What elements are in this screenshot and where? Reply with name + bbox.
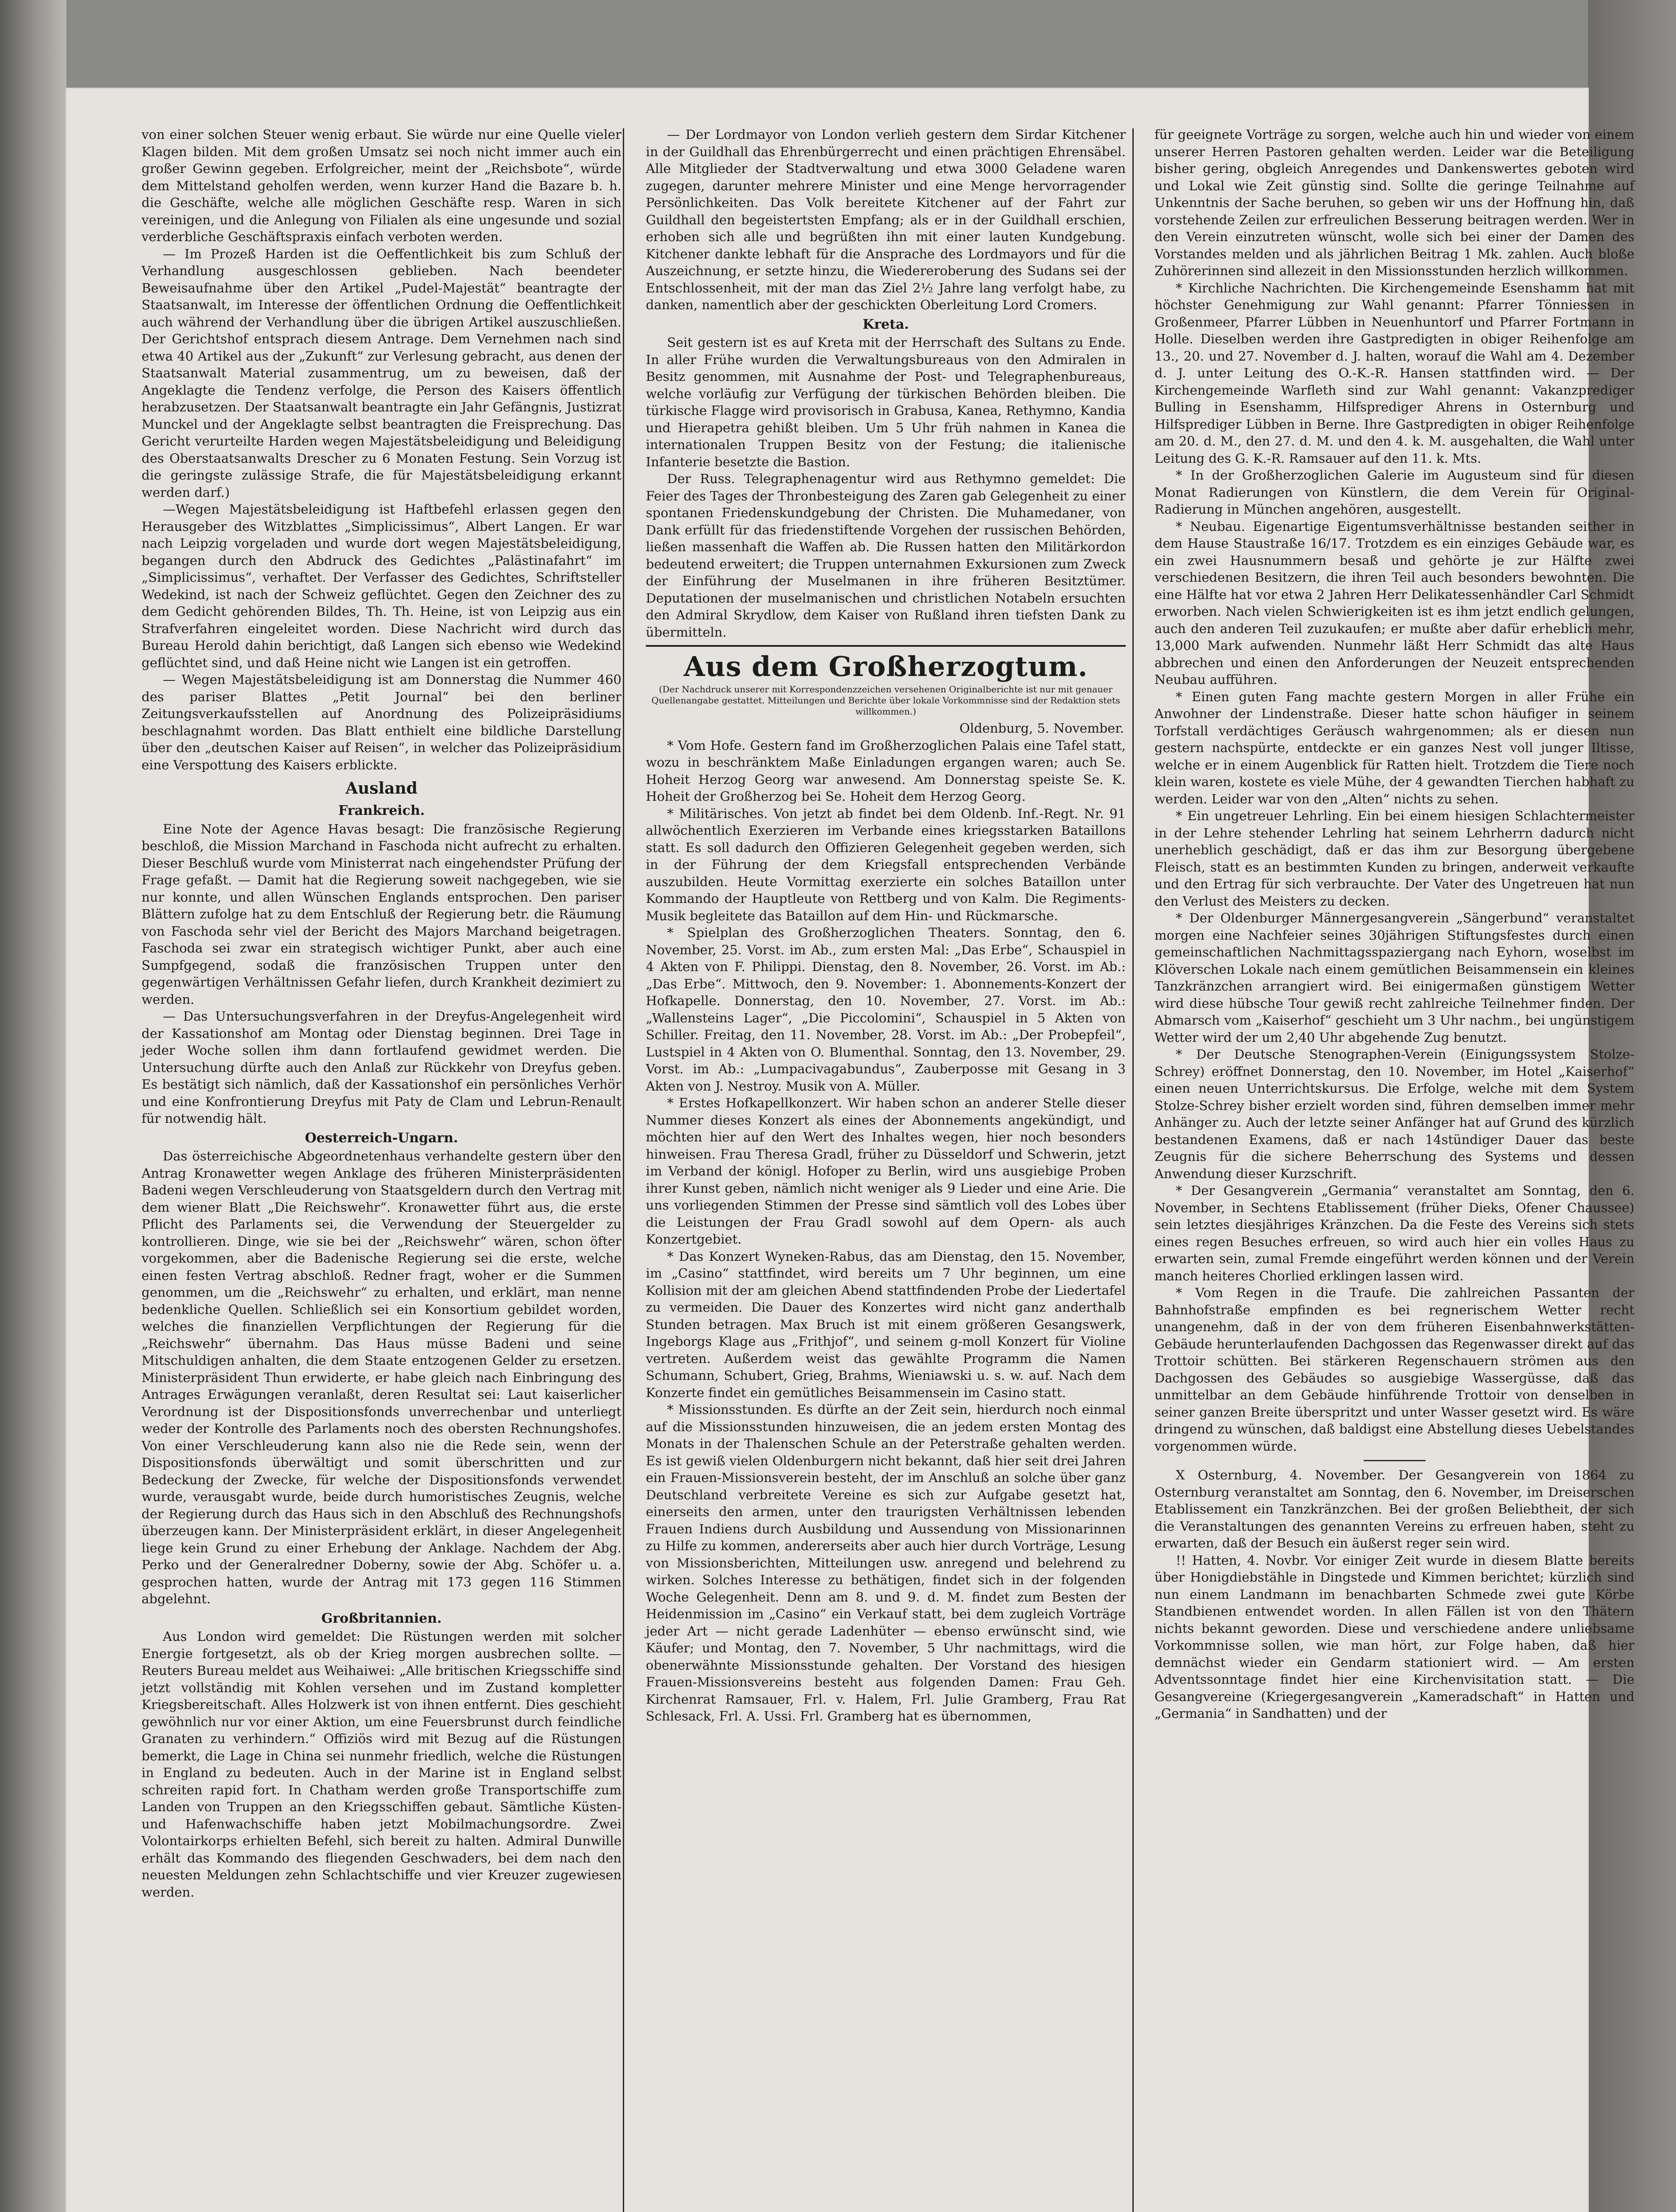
article-paragraph: * Das Konzert Wyneken-Rabus, das am Dienstag, den 15. November, im „Casino“ stattfindet, wird bereits um 7 Uhr beginnen, um eine Kollision mit der am gleichen Abend stattfindenden Probe der Liedertafel zu vermeiden. Die Dauer des Konzertes wird nicht ganz anderthalb Stunden betragen. Max Bruch ist mit einem größeren Gesangswerk, Ingeborgs Klage aus „Frithjof“, und seinem g-moll Konzert für Violine vertreten. Außerdem weist das gewählte Programm die Namen Schumann, Schubert, Grieg, Brahms, Wieniawski u. s. w. auf. Nach dem Konzerte findet ein gemütliches Beisammensein im Casino statt. [646,1248,1126,1400]
article-paragraph: — Wegen Majestätsbeleidigung ist am Donnerstag die Nummer 460 des pariser Blattes „Petit Journal“ bei den berliner Zeitungsverkaufsstellen auf Anordnung des Polizeipräsidiums beschlagnahmt worden. Das Blatt enthielt eine bildliche Darstellung über den „deutschen Kaiser auf Reisen“, in welcher das Polizeipräsidium eine Verspottung des Kaisers erblickte. [142,672,621,772]
article-paragraph: * Spielplan des Großherzoglichen Theaters. Sonntag, den 6. November, 25. Vorst. im Ab., zum ersten Mal: „Das Erbe“, Schauspiel in 4 Akten von F. Philippi. Dienstag, den 8. November, 26. Vorst. im Ab.: „Das Erbe“. Mittwoch, den 9. November: 1. Abonnements-Konzert der Hofkapelle. Donnerstag, den 10. November, 27. Vorst. im Ab.: „Wallensteins Lager“, „Die Piccolomini“, Schauspiel in 5 Akten von Schiller. Freitag, den 11. November, 28. Vorst. im Ab.: „Der Probepfeil“, Lustspiel in 4 Akten von O. Blumenthal. Sonntag, den 13. November, 29. Vorst. im Ab.: „Lumpacivagabundus“, Zauberposse mit Gesang in 3 Akten von J. Nestroy. Musik von A. Müller. [646,925,1126,1094]
subsection-heading: Kreta. [863,316,909,332]
article-paragraph: !! Hatten, 4. Novbr. Vor einiger Zeit wurde in diesem Blatte bereits über Honigdiebstähle in Dingstede und Kimmen berichtet; kürzlich sind nun einem Landmann im benachbarten Schmede zwei gute Körbe Standbienen entwendet worden. In allen Fällen ist von den Thätern nichts bekannt geworden. Diese und verschiedene andere unliebsame Vorkommnisse sollen, wie man hört, zur Folge haben, daß hier demnächst wieder ein Gendarm stationiert wird. — Am ersten Adventssonntage findet hier eine Kirchenvisitation statt. — Die Gesangvereine (Kriegergesangverein „Kameradschaft“ in Hatten und „Germania“ in Sandhatten) und der [1154,1552,1634,1721]
article-paragraph: —Wegen Majestätsbeleidigung ist Haftbefehl erlassen gegen den Herausgeber des Witzblattes „Simplicissimus“, Albert Langen. Er war nach Leipzig vorgeladen und wurde dort wegen Majestätsbeleidigung, begangen durch den Abdruck des Gedichtes „Palästinafahrt“ im „Simplicissimus“, verhaftet. Der Verfasser des Gedichtes, Schriftsteller Wedekind, ist nach der Schweiz geflüchtet. Gegen den Zeichner des zu dem Gedicht gehörenden Bildes, Th. Th. Heine, ist von Leipzig aus ein Strafverfahren eingeleitet worden. Diese Nachricht wird durch das Bureau Herold dahin berichtigt, daß Langen sich ebenso wie Wedekind geflüchtet sind, und daß Heine nicht wie Langen ist ein getroffen. [142,502,621,670]
column-1 [142,126,621,1901]
article-paragraph: * In der Großherzoglichen Galerie im Augusteum sind für diesen Monat Radierungen von Künstlern, die dem Verein für Original-Radierung in München angehören, ausgestellt. [1154,468,1634,517]
article-paragraph: — Der Lordmayor von London verlieh gestern dem Sirdar Kitchener in der Guildhall das Ehrenbürgerrecht und einen prächtigen Ehrensäbel. Alle Mitglieder der Stadtverwaltung und etwa 3000 Geladene waren zugegen, darunter mehrere Minister und eine Menge hervorragender Persönlichkeiten. Das Volk bereitete Kitchener auf der Fahrt zur Guildhall den begeistertsten Empfang; als er in der Guildhall erschien, erhoben sich alle und begrüßten ihn mit einer lauten Kundgebung. Kitchener dankte lebhaft für die Ansprache des Lordmayors und für die Auszeichnung, er setzte hinzu, die Wiedereroberung des Sudans sei der Entschlossenheit, mit der man das Ziel 2½ Jahre lang verfolgt habe, zu danken, namentlich aber der geschickten Oberleitung Lord Cromers. [646,127,1126,312]
article-paragraph: * Kirchliche Nachrichten. Die Kirchengemeinde Esenshamm hat mit höchster Genehmigung zur Wahl genannt: Pfarrer Tönniessen in Großenmeer, Pfarrer Lübben in Neuenhuntorf und Pfarrer Fortmann in Holle. Dieselben werden ihre Gastpredigten in obiger Reihenfolge am 13., 20. und 27. November d. J. halten, worauf die Wahl am 4. Dezember d. J. unter Leitung des O.-K.-R. Hansen stattfinden wird. — Der Kirchengemeinde Warfleth sind zur Wahl genannt: Vakanzprediger Bulling in Esenshamm, Hilfsprediger Ahrens in Osternburg und Hilfsprediger Lübben in Berne. Ihre Gastpredigten in obiger Reihenfolge am 20. d. M., den 27. d. M. und den 4. k. M. ausgehalten, die Wahl unter Leitung des G. K.-R. Ramsauer auf den 11. k. Mts. [1154,280,1634,466]
book-binding [0,0,66,2212]
article-paragraph: Der Russ. Telegraphenagentur wird aus Rethymno gemeldet: Die Feier des Tages der Thronbesteigung des Zaren gab Gelegenheit zu einer spontanen Friedenskundgebung der Christen. Die Muhamedaner, von Dank erfüllt für das friedenstiftende Vorgehen der russischen Behörden, ließen massenhaft die Waffen ab. Die Russen hatten den Militärkordon bedeutend erweitert; die Truppen unternahmen Exkursionen zum Zweck der Einführung der Muselmanen in ihre früheren Besitztümer. Deputationen der muselmanischen und christlichen Notabeln ersuchten den Admiral Skrydlow, dem Kaiser von Rußland ihren tiefsten Dank zu übermitteln. [646,471,1126,640]
section-masthead: Aus dem Großherzogtum. [646,645,1126,683]
article-paragraph: * Der Oldenburger Männergesangverein „Sängerbund“ veranstaltet morgen eine Nachfeier seines 30jährigen Stiftungsfestes durch einen gemeinschaftlichen Nachmittagsspaziergang nach Eyhorn, woselbst im Klöverschen Lokale nach einem gemütlichen Beisammensein ein kleines Tanzkränzchen arrangiert wird. Bei einigermaßen günstigem Wetter wird diese hübsche Tour gewiß recht zahlreiche Teilnehmer finden. Der Abmarsch vom „Kaiserhof“ geschieht um 3 Uhr nachm., bei ungünstigem Wetter wird der um 2,40 Uhr abgehende Zug benutzt. [1154,910,1634,1045]
article-paragraph: — Das Untersuchungsverfahren in der Dreyfus-Angelegenheit wird der Kassationshof am Montag oder Dienstag beginnen. Drei Tage in jeder Woche sollen ihm dann fortlaufend gewidmet werden. Die Untersuchung dürfte auch den Anlaß zur Rückkehr von Dreyfus geben. Es bestätigt sich nämlich, daß der Kassationshof ein persönliches Verhör und eine Konfrontierung Dreyfus mit Paty de Clam und Lebrun-Renault für notwendig hält. [142,1009,621,1126]
subsection-heading: Frankreich. [338,803,425,818]
article-paragraph: Das österreichische Abgeordnetenhaus verhandelte gestern über den Antrag Kronawetter wegen Anklage des früheren Ministerpräsidenten Badeni wegen Verschleuderung von Staatsgeldern durch den Vertrag mit dem wiener Blatt „Die Reichswehr“. Kronawetter führt aus, die erste Pflicht des Parlaments sei, die Verwendung der Steuergelder zu kontrollieren. Dinge, wie sie bei der „Reichswehr“ wären, schon öfter vorgekommen, aber die Badenische Regierung sei die erste, welche einen festen Vertrag abschloß. Redner fragt, woher er die Summen genommen, um die „Reichswehr“ zu erhalten, und erklärt, man nenne bedenkliche Quellen. Schließlich sei ein Konsortium gebildet worden, welches die finanziellen Verpflichtungen der Regierung für die „Reichswehr“ übernahm. Das Haus müsse Badeni und seine Mitschuldigen anhalten, die dem Staate entzogenen Gelder zu ersetzen. Ministerpräsident Thun erwiderte, er habe gleich nach Einbringung des Antrages Erwägungen veranlaßt, deren Resultat sei: Laut kaiserlicher Verordnung ist der Dispositionsfonds unverrechenbar und unterliegt weder der Kontrolle des Parlaments noch des obersten Rechnungshofes. Von einer Verschleuderung kann also nie die Rede sein, wenn der Dispositionsfonds überwältigt und somit überschritten und zur Bedeckung der Zwecke, für welche der Dispositionsfonds verwendet wurde, verausgabt wurde, beide durch humoristisches Zeugnis, welche der Regierung durch das Haus sich in den Abschluß des Rechnungshofs überzeugen kann. Der Ministerpräsident erklärt, in dieser Angelegenheit liege kein Grund zu einer Erhebung der Anklage. Nachdem der Abg. Perko und der Generalredner Doberny, sowie der Abg. Schöfer u. a. gesprochen hatten, wurde der Antrag mit 173 gegen 116 Stimmen abgelehnt. [142,1148,621,1606]
article-paragraph: * Der Gesangverein „Germania“ veranstaltet am Sonntag, den 6. November, in Sechtens Etablissement (früher Dieks, Ofener Chaussee) sein letztes diesjähriges Kränzchen. Da die Feste des Vereins sich stets eines regen Besuches erfreuen, so wird auch hier ein volles Haus zu erwarten sein, zumal Fremde eingeführt werden können und der Verein manch heiteres Chorlied erklingen lassen wird. [1154,1183,1634,1283]
section-heading: Ausland [345,779,418,798]
column-2 [646,126,1126,1725]
article-paragraph: Seit gestern ist es auf Kreta mit der Herrschaft des Sultans zu Ende. In aller Frühe wurden die Verwaltungsbureaus von den Admiralen in Besitz genommen, mit Ausnahme der Post- und Telegraphenbureaus, welche vorläufig zur Verfügung der türkischen Behörden bleiben. Die türkische Flagge wird provisorisch in Grabusa, Kanea, Rethymno, Kandia und Hierapetra gehißt bleiben. Um 5 Uhr früh nahmen in Kanea die internationalen Truppen Besitz von der Festung; die italienische Infanterie besetzte die Bastion. [646,335,1126,469]
dateline: Oldenburg, 5. November. [959,721,1124,736]
newspaper-page [66,88,1634,2212]
article-paragraph: * Der Deutsche Stenographen-Verein (Einigungssystem Stolze-Schrey) eröffnet Donnerstag, den 10. November, im Hotel „Kaiserhof“ einen neuen Unterrichtskursus. Die Erfolge, welche mit dem System Stolze-Schrey bisher erzielt worden sind, führen demselben immer mehr Anhänger zu. Auch der letzte seiner Anfänger hat auf Grund des kürzlich bestandenen Examens, daß er nach 14stündiger Dauer das beste Zeugnis für die sichere Beherrschung des Systems und dessen Anwendung dieser Kurzschrift. [1154,1047,1634,1181]
article-paragraph: für geeignete Vorträge zu sorgen, welche auch hin und wieder von einem unserer Herren Pastoren gehalten werden. Leider war die Beteiligung bisher gering, obgleich Anregendes und Dankenswertes geboten wird und Lokal wie Zeit günstig sind. Sollte die geringe Teilnahme auf Unkenntnis der Sache beruhen, so geben wir uns der Hoffnung hin, daß vorstehende Zeilen zur erfreulichen Besserung beitragen werden. Wer in den Verein einzutreten wünscht, wolle sich bei einer der Damen des Vorstandes melden und als jährlichen Beitrag 1 Mk. zahlen. Auch bloße Zuhörerinnen sind allezeit in den Missionsstunden herzlich willkommen. [1154,127,1634,278]
column-3 [1154,126,1634,1722]
reprint-note: (Der Nachdruck unserer mit Korrespondenzzeichen versehenen Originalberichte ist nur mit genauer Quellenangabe gestattet. Mitteilungen und Berichte über lokale Vorkommnisse sind der Redaktion stets willkommen.) [651,684,1120,717]
subsection-heading: Großbritannien. [321,1610,442,1626]
article-paragraph: Eine Note der Agence Havas besagt: Die französische Regierung beschloß, die Mission Marchand in Faschoda nicht aufrecht zu erhalten. Dieser Beschluß wurde vom Ministerrat nach eingehendster Prüfung der Frage gefaßt. — Damit hat die Regierung soweit nachgegeben, wie sie nur konnte, und allen Wünschen Englands entsprochen. Den pariser Blättern zufolge hat zu dem Entschluß der Regierung betr. die Räumung von Faschoda sehr viel der Bericht des Majors Marchand beigetragen. Faschoda sei zwar ein strategisch wichtiger Punkt, aber auch eine Sumpfgegend, sodaß die französischen Truppen unter den gegenwärtigen Verhältnissen Gefahr liefen, durch Krankheit dezimiert zu werden. [142,821,621,1007]
subsection-heading: Oesterreich-Ungarn. [305,1130,458,1146]
article-paragraph: * Neubau. Eigenartige Eigentumsverhältnisse bestanden seither in dem Hause Staustraße 16/17. Trotzdem es ein einziges Gebäude war, es ein zwei Hausnummern besaß und gehörte je zur Hälfte zwei verschiedenen Besitzern, die ihren Teil auch besonders bewohnten. Die eine Hälfte hat vor etwa 2 Jahren Herr Delikatessenhändler Carl Schmidt erworben. Nach vielen Schwierigkeiten ist es ihm jetzt endlich gelungen, auch den anderen Teil zuzukaufen; er mußte aber dafür erheblich mehr, 13,000 Mark aufwenden. Nunmehr läßt Herr Schmidt das alte Haus abbrechen und einen den Anforderungen der Neuzeit entsprechenden Neubau aufführen. [1154,518,1634,687]
article-paragraph: * Militärisches. Von jetzt ab findet bei dem Oldenb. Inf.-Regt. Nr. 91 allwöchentlich Exerzieren im Verbande eines kriegsstarken Bataillons statt. Es soll dadurch den Offizieren Gelegenheit gegeben werden, sich in der Führung der dem Kriegsfall entsprechenden Verbände auszubilden. Heute Vormittag exerzierte ein solches Bataillon unter Kommando der Hauptleute von Rettberg und von Kalm. Die Regiments-Musik begleitete das Bataillon auf dem Hin- und Rückmarsche. [646,806,1126,923]
column-rule [623,128,624,2212]
column-rule [1132,128,1134,2212]
article-paragraph: * Missionsstunden. Es dürfte an der Zeit sein, hierdurch noch einmal auf die Missionsstunden hinzuweisen, die an jedem ersten Montag des Monats in der Thalenschen Schule an der Peterstraße gehalten werden. Es ist gewiß vielen Oldenburgern nicht bekannt, daß hier seit drei Jahren ein Frauen-Missionsverein besteht, der im Anschluß an solche über ganz Deutschland verbreitete Vereine es sich zur Aufgabe gesetzt hat, einerseits den armen, unter den traurigsten Verhältnissen lebenden Frauen Indiens durch Ausbildung und Aussendung von Missionarinnen zu Hilfe zu kommen, andererseits aber auch hier durch Vorträge, Lesung von Missionsberichten, Mitteilungen usw. anregend und belehrend zu wirken. Solches Interesse zu bethätigen, findet sich in der folgenden Woche Gelegenheit. Denn am 8. und 9. d. M. findet zum Besten der Heidenmission im „Casino“ ein Verkauf statt, bei dem zugleich Vorträge jeder Art — nicht gerade Ladenhüter — ebenso erwünscht sind, wie Käufer; und Montag, den 7. November, 5 Uhr nachmittags, wird die obenerwähnte Missionsstunde gehalten. Der Vorstand des hiesigen Frauen-Missionsvereins besteht aus folgenden Damen: Frau Geh. Kirchenrat Ramsauer, Frl. v. Halem, Frl. Julie Gramberg, Frau Rat Schlesack, Frl. A. Ussi. Frl. Gramberg hat es übernommen, [646,1402,1126,1724]
article-paragraph: * Vom Hofe. Gestern fand im Großherzoglichen Palais eine Tafel statt, wozu in beschränktem Maße Einladungen ergangen waren; auch Se. Hoheit Herzog Georg war anwesend. Am Donnerstag speiste Se. K. Hoheit der Großherzog bei Se. Hoheit dem Herzog Georg. [646,737,1126,804]
article-paragraph: Aus London wird gemeldet: Die Rüstungen werden mit solcher Energie fortgesetzt, als ob der Krieg morgen ausbrechen sollte. — Reuters Bureau meldet aus Weihaiwei: „Alle britischen Kriegsschiffe sind jetzt vollständig mit Kohlen versehen und im Zustand kompletter Kriegsbereitschaft. Alles Holzwerk ist von ihnen entfernt. Dies geschieht gewöhnlich nur vor einer Aktion, um eine Feuersbrunst durch feindliche Granaten zu verhindern.“ Offiziös wird mit Bezug auf die Rüstungen bemerkt, die Lage in China sei nunmehr friedlich, welche die Rüstungen in England zu bedeuten. Auch in der Marine ist in England selbst schreiten rapid fort. In Chatham werden große Transportschiffe zum Landen von Truppen an den Kriegsschiffen gebaut. Sämtliche Küsten- und Hafenwachschiffe haben jetzt Mobilmachungsordre. Zwei Volontairkorps erhielten Befehl, sich bereit zu halten. Admiral Dunwille erhält das Kommando des fliegenden Geschwaders, bei dem nach den neuesten Meldungen zehn Schlachtschiffe und vier Kreuzer zugewiesen werden. [142,1629,621,1900]
article-paragraph: von einer solchen Steuer wenig erbaut. Sie würde nur eine Quelle vieler Klagen bilden. Mit dem großen Umsatz sei noch nicht immer auch ein großer Gewinn gegeben. Erfolgreicher, meint der „Reichsbote“, würde dem Mittelstand geholfen werden, wenn kurzer Hand die Bazare b. h. die Geschäfte, welche alle möglichen Geschäfte resp. Waren in sich vereinigen, und die Anlegung von Filialen als eine ungesunde und sozial verderbliche Geschäftspraxis einfach verboten werden. [142,127,621,244]
article-paragraph: X Osternburg, 4. November. Der Gesangverein von 1864 zu Osternburg veranstaltet am Sonntag, den 6. November, im Dreiserschen Etablissement ein Tanzkränzchen. Bei der großen Beliebtheit, der sich die Veranstaltungen des genannten Vereins zu erfreuen haben, steht zu erwarten, daß der Besuch ein äußerst reger sein wird. [1154,1467,1634,1551]
article-paragraph: * Ein ungetreuer Lehrling. Ein bei einem hiesigen Schlachtermeister in der Lehre stehender Lehrling hat seinem Lehrherrn dadurch nicht unerheblich geschädigt, daß er das ihm zur Besorgung übergebene Fleisch, statt es an bestimmten Kunden zu bringen, anderweit verkaufte und den Ertrag für sich verbrauchte. Der Vater des Ungetreuen hat nun den Verlust des Meisters zu decken. [1154,808,1634,909]
article-paragraph: * Erstes Hofkapellkonzert. Wir haben schon an anderer Stelle dieser Nummer dieses Konzert als eines der Abonnements angekündigt, und möchten hier auf den Wert des Inhaltes wegen, hier noch besonders hinweisen. Frau Theresa Gradl, früher zu Düsseldorf und Schwerin, jetzt im Verband der königl. Hofoper zu Berlin, wird uns ausgiebige Proben ihrer Kunst geben, nämlich nicht weniger als 9 Lieder und eine Arie. Die uns vorliegenden Stimmen der Presse sind sämtlich voll des Lobes über die Leistungen der Frau Gradl sowohl auf dem Opern- als auch Konzertgebiet. [646,1095,1126,1247]
article-paragraph: * Einen guten Fang machte gestern Morgen in aller Frühe ein Anwohner der Lindenstraße. Dieser hatte schon häufiger in seinem Torfstall verdächtiges Geräusch wahrgenommen; als er diesen nun gestern nachspürte, entdeckte er ein ganzes Nest voll junger Iltisse, welche er in einem Augenblick für Ratten hielt. Trotzdem die Tiere noch klein waren, kostete es viele Mühe, der 4 gewandten Tierchen habhaft zu werden. Leider war von den „Alten“ nichts zu sehen. [1154,689,1634,806]
article-paragraph: * Vom Regen in die Traufe. Die zahlreichen Passanten der Bahnhofstraße empfinden es bei regnerischem Wetter recht unangenehm, daß in der von dem früheren Eisenbahnwerkstätten-Gebäude herunterlaufenden Dachgossen das Regenwasser direkt auf das Trottoir schütten. Bei stärkeren Regenschauern strömen aus den Dachgossen des Gebäudes so ausgiebige Wassergüsse, daß das unmittelbar an dem Gebäude hinführende Trottoir von denselben in seiner ganzen Breite überspritzt und unter Wasser gesetzt wird. Es wäre dringend zu wünschen, daß baldigst eine Abstellung dieses Uebelstandes vorgenommen würde. [1154,1285,1634,1454]
article-paragraph: — Im Prozeß Harden ist die Oeffentlichkeit bis zum Schluß der Verhandlung ausgeschlossen geblieben. Nach beendeter Beweisaufnahme über den Artikel „Pudel-Majestät“ beantragte der Staatsanwalt, im Interesse der öffentlichen Ordnung die Oeffentlichkeit auch während der Verhandlung über die übrigen Artikel auszuschließen. Der Gerichtshof entsprach diesem Antrage. Dem Vernehmen nach sind etwa 40 Artikel aus der „Zukunft“ zur Verlesung gebracht, aus denen der Staatsanwalt Material zusammentrug, um zu beweisen, daß der Angeklagte die Tendenz verfolge, die Person des Kaisers öffentlich herabzusetzen. Der Staatsanwalt beantragte ein Jahr Gefängnis, Justizrat Munckel und der Angeklagte selbst beantragten die Freisprechung. Das Gericht verurteilte Harden wegen Majestätsbeleidigung und Beleidigung des Oberstaatsanwalts Drescher zu 6 Monaten Festung. Sein Vorzug ist die geringste zulässige Strafe, die für Majestätsbeleidigung erkannt werden darf.) [142,246,621,500]
separator-rule [1364,1460,1426,1461]
